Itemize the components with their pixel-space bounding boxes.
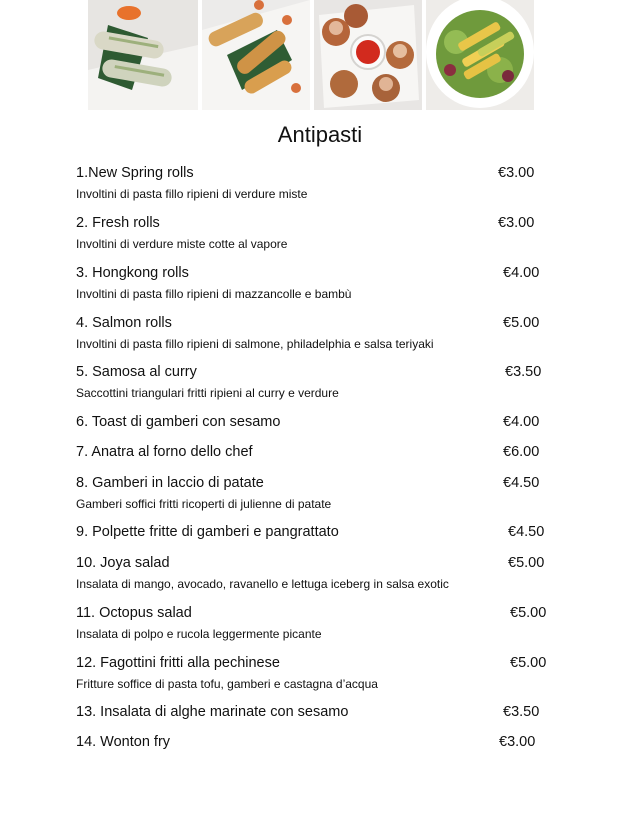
item-description: Gamberi soffici fritti ricoperti di julienne di patate	[76, 497, 332, 511]
item-description: Saccottini triangulari fritti ripieni al curry e verdure	[76, 386, 339, 400]
photo-strip	[88, 0, 534, 110]
item-name: 14. Wonton fry	[76, 734, 171, 750]
item-price: €3.50	[505, 364, 542, 380]
item-price: €4.50	[503, 475, 540, 491]
fried-shrimp-photo	[202, 0, 310, 110]
item-price: €5.00	[510, 655, 547, 671]
item-name: 10. Joya salad	[76, 555, 170, 571]
item-price: €3.00	[498, 165, 535, 181]
item-description: Involtini di pasta fillo ripieni di mazzancolle e bambù	[76, 287, 352, 301]
item-name: 3. Hongkong rolls	[76, 265, 189, 281]
item-description: Insalata di polpo e rucola leggermente picante	[76, 627, 322, 641]
item-price: €5.00	[510, 605, 547, 621]
item-name: 12. Fagottini fritti alla pechinese	[76, 655, 280, 671]
item-price: €4.50	[508, 524, 545, 540]
item-name: 4. Salmon rolls	[76, 315, 172, 331]
item-name: 7. Anatra al forno dello chef	[76, 444, 253, 460]
item-price: €5.00	[503, 315, 540, 331]
spring-rolls-photo	[88, 0, 198, 110]
item-name: 2. Fresh rolls	[76, 215, 160, 231]
item-price: €3.50	[503, 704, 540, 720]
item-price: €6.00	[503, 444, 540, 460]
item-price: €4.00	[503, 265, 540, 281]
item-price: €5.00	[508, 555, 545, 571]
item-price: €3.00	[499, 734, 536, 750]
item-price: €4.00	[503, 414, 540, 430]
item-name: 9. Polpette fritte di gamberi e pangrattato	[76, 524, 339, 540]
item-description: Fritture soffice di pasta tofu, gamberi e castagna d’acqua	[76, 677, 378, 691]
item-name: 1.New Spring rolls	[76, 165, 194, 181]
item-name: 6. Toast di gamberi con sesamo	[76, 414, 281, 430]
section-title: Antipasti	[277, 122, 363, 147]
item-price: €3.00	[498, 215, 535, 231]
item-name: 13. Insalata di alghe marinate con sesamo	[76, 704, 349, 720]
item-description: Involtini di pasta fillo ripieni di verdure miste	[76, 187, 308, 201]
item-description: Involtini di verdure miste cotte al vapore	[76, 237, 288, 251]
item-name: 8. Gamberi in laccio di patate	[76, 475, 264, 491]
shumai-dipping-sauce-photo	[314, 0, 422, 110]
mango-avocado-salad-photo	[426, 0, 534, 110]
item-description: Involtini di pasta fillo ripieni di salmone, philadelphia e salsa teriyaki	[76, 337, 434, 351]
item-description: Insalata di mango, avocado, ravanello e lettuga iceberg in salsa exotic	[76, 577, 449, 591]
item-name: 5. Samosa al curry	[76, 364, 197, 380]
item-name: 11. Octopus salad	[76, 605, 192, 621]
